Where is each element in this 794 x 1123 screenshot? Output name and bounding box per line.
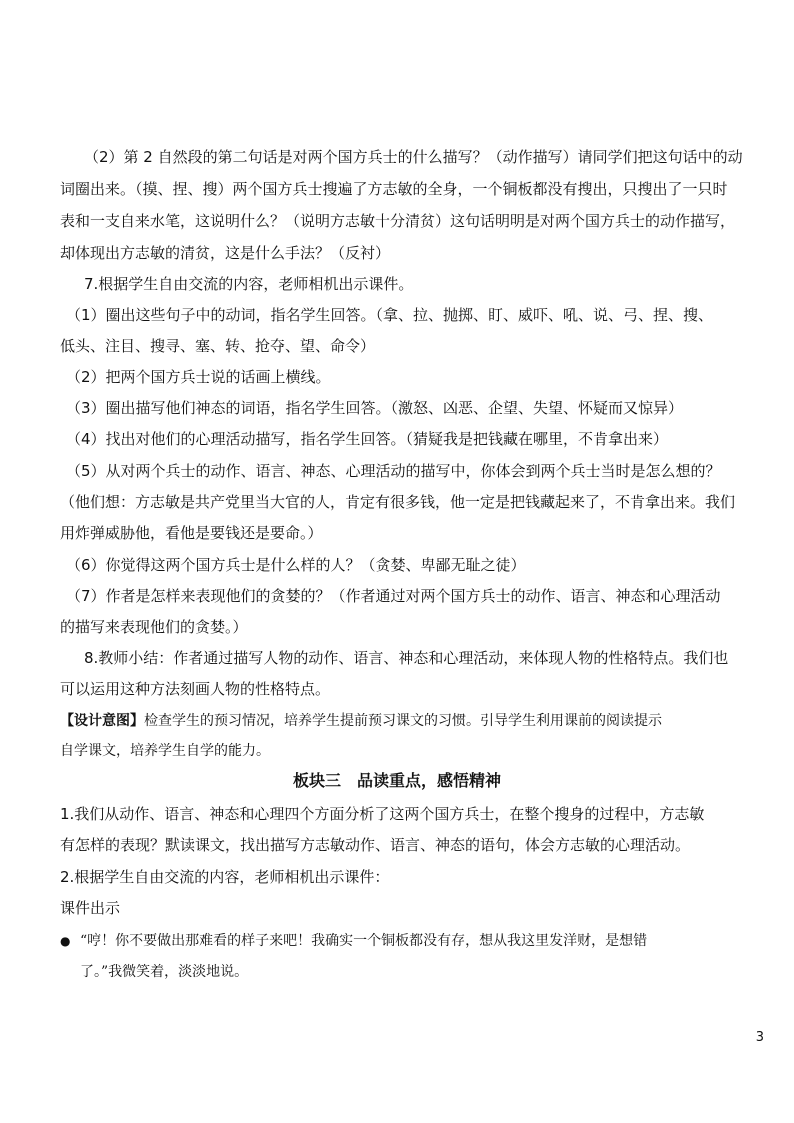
paragraph-line: 的描写来表现他们的贪婪。） bbox=[60, 618, 248, 636]
paragraph-line: （1）圈出这些句子中的动词，指名学生回答。（拿、拉、抛掷、盯、威吓、吼、说、弓、捏、搜、 bbox=[66, 306, 714, 324]
paragraph-line: （2）把两个国方兵士说的话画上横线。 bbox=[66, 368, 331, 386]
paragraph-line: （4）找出对他们的心理活动描写，指名学生回答。（猜疑我是把钱藏在哪里，不肯拿出来） bbox=[66, 430, 669, 448]
paragraph-line: 却体现出方志敏的清贫，这是什么手法？（反衬） bbox=[60, 244, 391, 262]
design-intent-line: 自学课文，培养学生自学的能力。 bbox=[60, 743, 270, 759]
bullet-continuation: 了。”我微笑着，淡淡地说。 bbox=[80, 964, 249, 980]
section-paragraph-line: 1.我们从动作、语言、神态和心理四个方面分析了这两个国方兵士，在整个搜身的过程中，方志敏 bbox=[60, 805, 705, 823]
section-title: 板块三 品读重点，感悟精神 bbox=[292, 771, 501, 790]
paragraph-line: （2）第 2 自然段的第二句话是对两个国方兵士的什么描写？（动作描写）请同学们把这句话中的动 bbox=[84, 148, 743, 166]
paragraph-line: 7.根据学生自由交流的内容，老师相机出示课件。 bbox=[84, 275, 414, 293]
bullet-text: “哼！你不要做出那难看的样子来吧！我确实一个铜板都没有存，想从我这里发洋财，是想错 bbox=[80, 933, 648, 949]
paragraph-line: 可以运用这种方法刻画人物的性格特点。 bbox=[60, 680, 331, 698]
paragraph-line: （他们想：方志敏是共产党里当大官的人，肯定有很多钱，他一定是把钱藏起来了，不肯拿出来。我们 bbox=[60, 493, 736, 511]
paragraph-line: 表和一支自来水笔，这说明什么？（说明方志敏十分清贫）这句话明明是对两个国方兵士的动作描写， bbox=[60, 212, 736, 230]
paragraph-line: 低头、注目、搜寻、塞、转、抢夺、望、命令） bbox=[60, 337, 376, 355]
design-intent-text: 检查学生的预习情况，培养学生提前预习课文的习惯。引导学生利用课前的阅读提示 bbox=[144, 713, 662, 729]
design-intent-tag: 【设计意图】 bbox=[60, 713, 144, 729]
section-paragraph-line: 2.根据学生自由交流的内容，老师相机出示课件： bbox=[60, 868, 390, 886]
bullet-item bbox=[60, 931, 760, 951]
paragraph-line: 8.教师小结：作者通过描写人物的动作、语言、神态和心理活动，来体现人物的性格特点。我们也 bbox=[84, 649, 729, 667]
paragraph-line: 用炸弹威胁他，看他是要钱还是要命。） bbox=[60, 524, 323, 542]
paragraph-line: （6）你觉得这两个国方兵士是什么样的人？（贪婪、卑鄙无耻之徒） bbox=[66, 556, 526, 574]
section-paragraph-line: 有怎样的表现？默读课文，找出描写方志敏动作、语言、神态的语句，体会方志敏的心理活动。 bbox=[60, 836, 691, 854]
design-intent-line bbox=[60, 711, 760, 731]
section-paragraph-line: 课件出示 bbox=[60, 899, 121, 917]
page-number: 3 bbox=[755, 1030, 764, 1045]
paragraph-line: 词圈出来。（摸、捏、搜）两个国方兵士搜遍了方志敏的全身，一个铜板都没有搜出，只搜出了一只时 bbox=[60, 180, 728, 198]
paragraph-line: （7）作者是怎样来表现他们的贪婪的？（作者通过对两个国方兵士的动作、语言、神态和心理活动 bbox=[66, 587, 721, 605]
bullet-icon: ● bbox=[60, 934, 71, 948]
paragraph-line: （3）圈出描写他们神态的词语，指名学生回答。（激怒、凶恶、企望、失望、怀疑而又惊异） bbox=[66, 399, 684, 417]
paragraph-line: （5）从对两个兵士的动作、语言、神态、心理活动的描写中，你体会到两个兵士当时是怎么想的？ bbox=[66, 462, 721, 480]
